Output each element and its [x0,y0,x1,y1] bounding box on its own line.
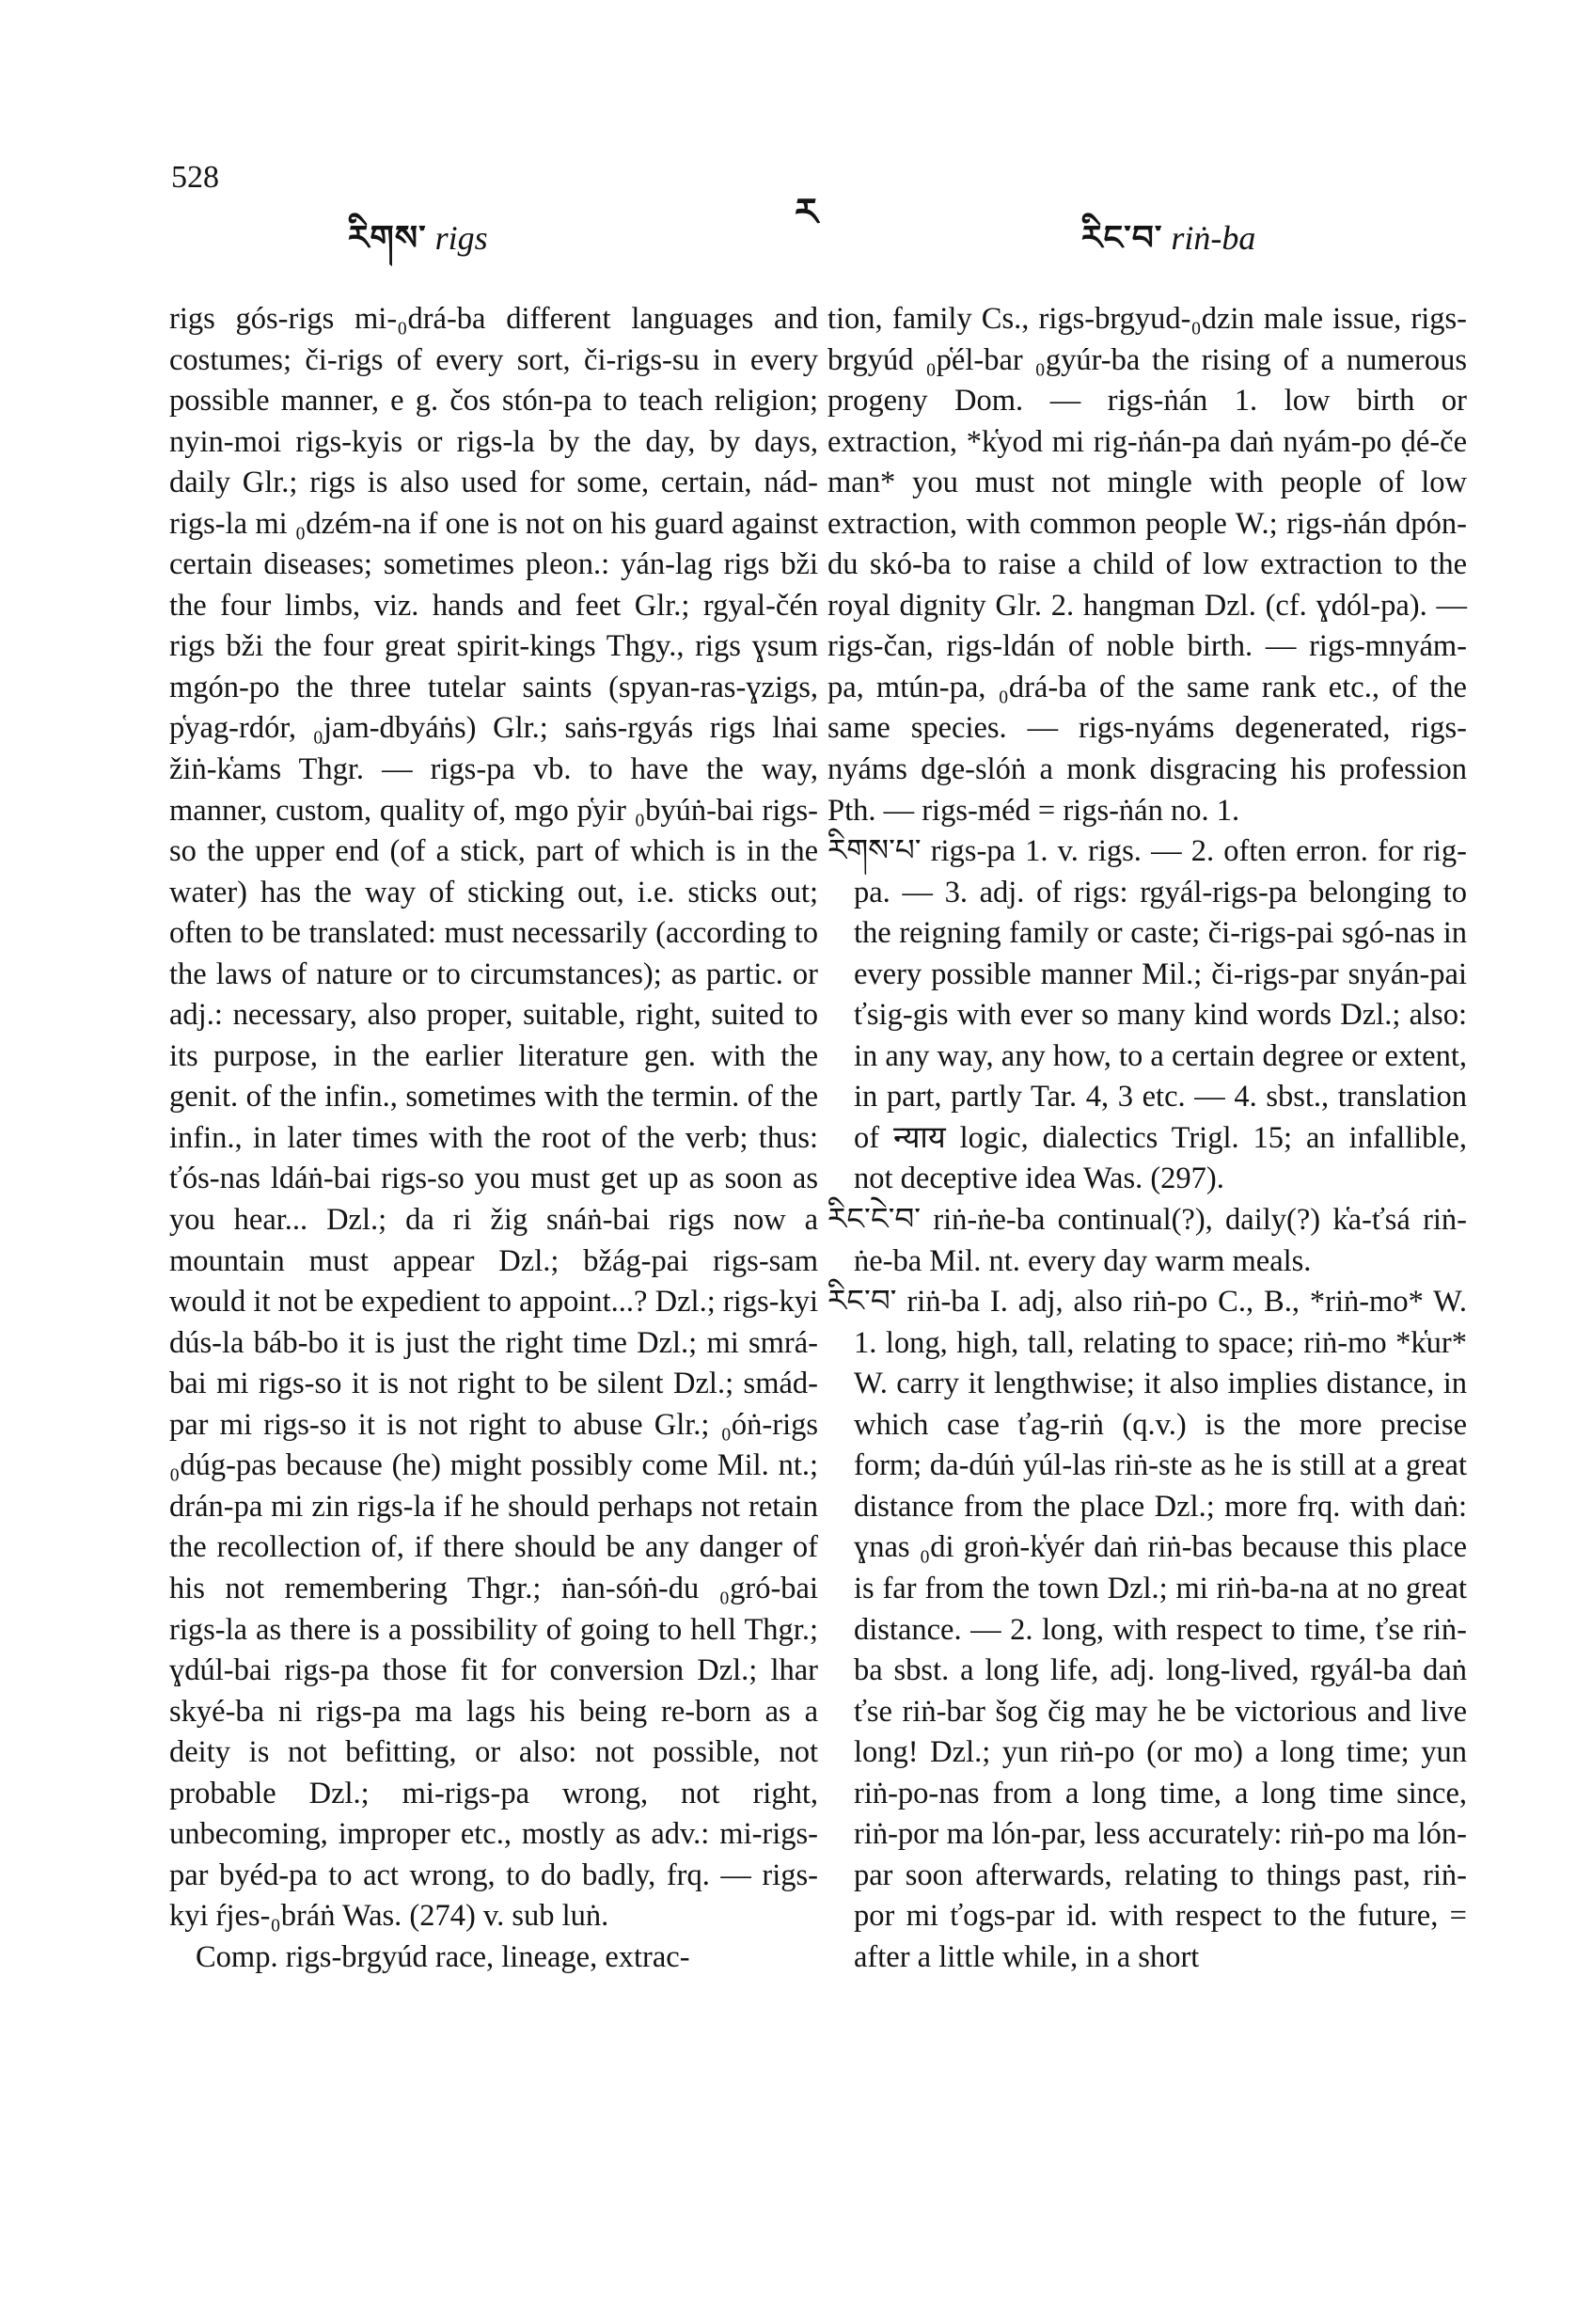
right-column [827,299,1467,1978]
compounds-continuation: tion, family Cs., rigs-brgyud-₀dzin male issue, rigs-brgyúd ₀p̔él-bar ₀gyúr-ba the rising of a numerous progeny Dom. — rigs-ṅán 1. low birth or extraction, *k̔yod mi rig-ṅán-pa daṅ nyám-po ḍé-če man* you must not mingle with people of low extraction, with common people W.; rigs-ṅán dpón-du skó-ba to raise a child of low extraction to the royal dignity Glr. 2. hangman Dzl. (cf. ɣdól-pa). — rigs-čan, rigs-ldán of noble birth. — rigs-mnyám-pa, mtún-pa, ₀drá-ba of the same rank etc., of the same species. — rigs-nyáms degenerated, rigs-nyáms dge-slóṅ a monk disgracing his profession Pth. — rigs-méd = rigs-ṅán no. 1. [827,302,1467,828]
left-headword-transliteration: rigs [434,219,488,257]
page-number: 528 [171,160,219,195]
compounds-paragraph: Comp. rigs-brgyúd race, lineage, extrac- [196,1939,690,1974]
entry-rin-ne-ba: རིང་ངེ་བ་ riṅ-ṅe-ba continual(?), daily(?) k̔a-ťsá riṅ-ṅe-ba Mil. nt. every day warm meals. [827,1203,1467,1278]
right-headword-transliteration: riṅ-ba [1171,219,1256,257]
left-running-headword [348,199,488,295]
entry-rigs-pa: རིགས་པ་ rigs-pa 1. v. rigs. — 2. often erron. for rig-pa. — 3. adj. of rigs: rgyál-rigs-pa belonging to the reigning family or caste; či-rigs-pai sgó-nas in every possible manner Mil.; či-rigs-par snyán-pai ťsig-gis with ever so many kind words Dzl.; also: in any way, any how, to a certain degree or extent, in part, partly Tar. 4, 3 etc. — 4. sbst., translation of न्याय logic, dialectics Trigl. 15; an infallible, not deceptive idea Was. (297). [827,834,1467,1196]
entry-rin-ba: རིང་བ་ riṅ-ba I. adj, also riṅ-po C., B., *riṅ-mo* W. 1. long, high, tall, relating to space; riṅ-mo *k̔ur* W. carry it lengthwise; it also implies distance, in which case ťag-riṅ (q.v.) is the more precise form; da-dúṅ yúl-las riṅ-ste as he is still at a great distance from the place Dzl.; more frq. with daṅ: ɣnas ₀di groṅ-k̔yér daṅ riṅ-bas because this place is far from the town Dzl.; mi riṅ-ba-na at no great distance. — 2. long, with respect to time, ťse riṅ-ba sbst. a long life, adj. long-lived, rgyál-ba daṅ ťse riṅ-bar šog čig may he be victorious and live long! Dzl.; yun riṅ-po (or mo) a long time; yun riṅ-po-nas from a long time, a long time since, riṅ-por ma lón-par, less accurately: riṅ-po ma lón-par soon afterwards, relating to things past, riṅ-por mi ťogs-par id. with respect to the future, = after a little while, in a short [827,1285,1467,1974]
running-header [0,150,1576,263]
entry-rigs-continuation: rigs gós-rigs mi-₀drá-ba different languages and costumes; či-rigs of every sort, či-rigs-su in every possible manner, e g. čos stón-pa to teach religion; nyin-moi rigs-kyis or rigs-la by the day, by days, daily Glr.; rigs is also used for some, certain, nád-rigs-la mi ₀dzém-na if one is not on his guard against certain diseases; sometimes pleon.: yán-lag rigs bži the four limbs, viz. hands and feet Glr.; rgyal-čén rigs bži the four great spirit-kings Thgy., rigs ɣsum mgón-po the three tutelar saints (spyan-ras-ɣzigs, p̔yag-rdór, ₀jam-dbyáṅs) Glr.; saṅs-rgyás rigs lṅai žiṅ-k̔ams Thgr. — rigs-pa vb. to have the way, manner, custom, quality of, mgo p̔yir ₀byúṅ-bai rigs-so the upper end (of a stick, part of which is in the water) has the way of sticking out, i.e. sticks out; often to be translated: must necessarily (according to the laws of nature or to circumstances); as partic. or adj.: necessary, also proper, suitable, right, suited to its purpose, in the earlier literature gen. with the genit. of the infin., sometimes with the termin. of the infin., in later times with the root of the verb; thus: ťós-nas ldáṅ-bai rigs-so you must get up as soon as you hear... Dzl.; da ri žig snáṅ-bai rigs now a mountain must appear Dzl.; bžág-pai rigs-sam would it not be expedient to appoint...? Dzl.; rigs-kyi dús-la báb-bo it is just the right time Dzl.; mi smrá-bai mi rigs-so it is not right to be silent Dzl.; smád-par mi rigs-so it is not right to abuse Glr.; ₀óṅ-rigs ₀dúg-pas because (he) might possibly come Mil. nt.; drán-pa mi zin rigs-la if he should perhaps not retain the recollection of, if there should be any danger of his not remembering Thgr.; ṅan-sóṅ-du ₀gró-bai rigs-la as there is a possibility of going to hell Thgr.; ɣdúl-bai rigs-pa those fit for conversion Dzl.; lhar skyé-ba ni rigs-pa ma lags his being re-born as a deity is not befitting, or also: not possible, not probable Dzl.; mi-rigs-pa wrong, not right, unbecoming, improper etc., mostly as adv.: mi-rigs-par byéd-pa to act wrong, to do badly, frq. — rigs-kyi ŕjes-₀bráṅ Was. (274) v. sub luṅ. [169,302,818,1934]
section-letter: ར [795,191,819,234]
left-headword-tibetan: རིགས་ [348,219,427,258]
left-column [169,299,818,1978]
right-headword-tibetan: རིང་བ་ [1081,219,1163,258]
right-running-headword [1081,199,1255,295]
